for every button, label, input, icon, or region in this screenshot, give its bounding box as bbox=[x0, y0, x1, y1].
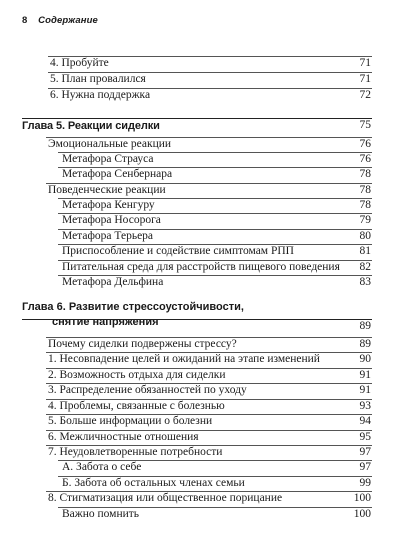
toc-entry-title: 7. Неудовлетворенные потребности bbox=[48, 446, 223, 458]
toc-entry-title: 2. Возможность отдыха для сиделки bbox=[48, 369, 226, 381]
toc-entry[interactable] bbox=[0, 133, 400, 149]
toc-entry[interactable] bbox=[0, 364, 400, 380]
toc-entry-title: 6. Межличностные отношения bbox=[48, 431, 199, 443]
toc-entry[interactable] bbox=[0, 271, 400, 287]
toc-entry[interactable] bbox=[0, 225, 400, 241]
toc-entry-title: 1. Несовпадение целей и ожиданий на этапе изменений bbox=[48, 353, 320, 365]
toc-rule bbox=[22, 319, 372, 320]
toc-chapter-page: 89 bbox=[359, 320, 371, 332]
toc-entry-title: 4. Пробуйте bbox=[50, 57, 109, 69]
toc-entry-title: А. Забота о себе bbox=[62, 461, 142, 473]
toc-entry-page: 99 bbox=[359, 477, 371, 489]
toc-entry-title: Питательная среда для расстройств пищевого поведения bbox=[62, 261, 340, 273]
toc-entry-page: 71 bbox=[359, 73, 371, 85]
toc-entry-title: Важно помнить bbox=[62, 508, 140, 520]
toc-entry[interactable] bbox=[0, 441, 400, 457]
toc-entry-page: 91 bbox=[359, 369, 371, 381]
toc-entry-page: 95 bbox=[359, 431, 371, 443]
toc-entry[interactable] bbox=[0, 256, 400, 272]
toc-entry[interactable] bbox=[0, 163, 400, 179]
toc-entry[interactable] bbox=[0, 456, 400, 472]
toc-chapter[interactable] bbox=[0, 114, 400, 130]
toc-entry[interactable] bbox=[0, 333, 400, 349]
toc-entry-title: Метафора Носорога bbox=[62, 214, 161, 226]
toc-entry-title: Б. Забота об остальных членах семьи bbox=[62, 477, 245, 489]
toc-entry-page: 80 bbox=[359, 230, 371, 242]
toc-chapter-title-continued: снятие напряжения bbox=[52, 316, 159, 328]
toc-entry[interactable] bbox=[0, 209, 400, 225]
toc-entry[interactable] bbox=[0, 426, 400, 442]
toc-entry[interactable] bbox=[0, 179, 400, 195]
toc-entry-page: 83 bbox=[359, 276, 371, 288]
toc-entry-title: Метафора Страуса bbox=[62, 153, 154, 165]
toc-entry-title: Почему сиделки подвержены стрессу? bbox=[48, 338, 237, 350]
toc-entry[interactable] bbox=[0, 148, 400, 164]
toc-entry-page: 93 bbox=[359, 400, 371, 412]
toc-entry[interactable] bbox=[0, 472, 400, 488]
toc-entry[interactable] bbox=[0, 194, 400, 210]
toc-entry-page: 82 bbox=[359, 261, 371, 273]
toc-entry-page: 79 bbox=[359, 214, 371, 226]
toc-entry-page: 97 bbox=[359, 446, 371, 458]
toc-entry-page: 78 bbox=[359, 168, 371, 180]
toc-entry-page: 76 bbox=[359, 138, 371, 150]
toc-entry-page: 94 bbox=[359, 415, 371, 427]
toc-entry-title: 8. Стигматизация или общественное порицание bbox=[48, 492, 283, 504]
toc-entry-page: 76 bbox=[359, 153, 371, 165]
toc-entry-page: 90 bbox=[359, 353, 371, 365]
toc-entry[interactable] bbox=[0, 84, 400, 100]
toc-entry[interactable] bbox=[0, 410, 400, 426]
toc-entry-page: 71 bbox=[359, 57, 371, 69]
toc-entry-page: 100 bbox=[353, 492, 371, 504]
toc-entry[interactable] bbox=[0, 503, 400, 519]
toc-entry-title: Метафора Сенбернара bbox=[62, 168, 173, 180]
toc-entry-page: 91 bbox=[359, 384, 371, 396]
toc-entry[interactable] bbox=[0, 487, 400, 503]
toc-entry[interactable] bbox=[0, 240, 400, 256]
toc-entry[interactable] bbox=[0, 348, 400, 364]
toc-entry-title: Метафора Кенгуру bbox=[62, 199, 155, 211]
header-page-number: 8 bbox=[22, 15, 28, 26]
toc-entry[interactable] bbox=[0, 52, 400, 68]
toc-entry[interactable] bbox=[0, 395, 400, 411]
toc-chapter-title: Глава 6. Развитие стрессоустойчивости, bbox=[22, 301, 244, 313]
toc-entry-title: 5. План провалился bbox=[50, 73, 146, 85]
toc-entry-page: 100 bbox=[353, 508, 371, 520]
toc-entry-title: 4. Проблемы, связанные с болезнью bbox=[48, 400, 225, 412]
toc-entry-title: Приспособление и содействие симптомам РПП bbox=[62, 245, 294, 257]
toc-entry-page: 72 bbox=[359, 89, 371, 101]
toc-entry-title: 3. Распределение обязанностей по уходу bbox=[48, 384, 247, 396]
toc-chapter-page: 75 bbox=[359, 119, 371, 131]
toc-entry-page: 89 bbox=[359, 338, 371, 350]
header-title: Содержание bbox=[38, 15, 98, 26]
toc-entry-title: Метафора Дельфина bbox=[62, 276, 164, 288]
toc-chapter-title: Глава 5. Реакции сиделки bbox=[22, 120, 160, 132]
toc-entry[interactable] bbox=[0, 379, 400, 395]
toc-entry-page: 78 bbox=[359, 184, 371, 196]
toc-entry-page: 78 bbox=[359, 199, 371, 211]
toc-entry-title: 6. Нужна поддержка bbox=[50, 89, 151, 101]
toc-entry-title: Метафора Терьера bbox=[62, 230, 154, 242]
toc-chapter-line bbox=[0, 315, 400, 331]
toc-entry-title: Поведенческие реакции bbox=[48, 184, 166, 196]
toc-entry-title: 5. Больше информации о болезни bbox=[48, 415, 213, 427]
toc-entry[interactable] bbox=[0, 68, 400, 84]
toc-entry-title: Эмоциональные реакции bbox=[48, 138, 172, 150]
toc-entry-page: 97 bbox=[359, 461, 371, 473]
toc-entry-page: 81 bbox=[359, 245, 371, 257]
